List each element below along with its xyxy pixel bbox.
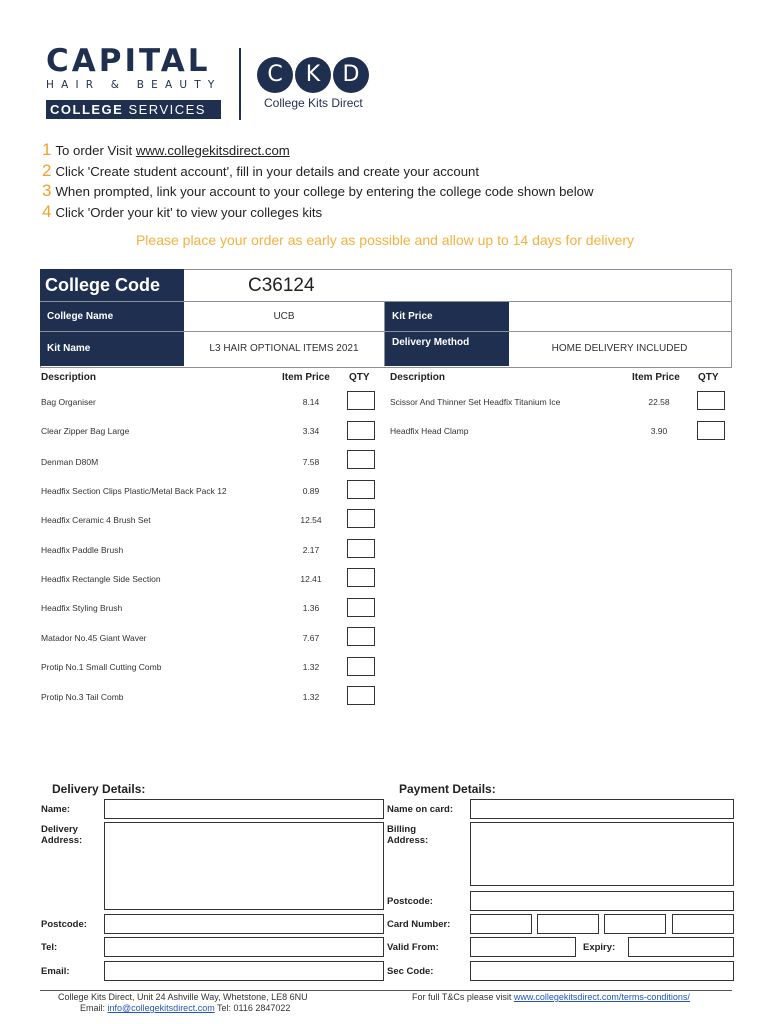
qty-input[interactable] bbox=[347, 686, 375, 705]
item-price: 7.58 bbox=[302, 457, 320, 467]
item-price: 7.67 bbox=[302, 633, 320, 643]
name-on-card-input[interactable] bbox=[470, 799, 734, 819]
item-description: Protip No.1 Small Cutting Comb bbox=[41, 662, 162, 672]
sec-code-input[interactable] bbox=[470, 961, 734, 981]
item-description: Matador No.45 Giant Waver bbox=[41, 633, 147, 643]
services-word: SERVICES bbox=[128, 102, 206, 117]
capital-logo bbox=[46, 43, 226, 119]
footer-terms: For full T&Cs please visit www.collegekitsdirect.com/terms-conditions/ bbox=[412, 992, 690, 1002]
item-description: Denman D80M bbox=[41, 457, 99, 467]
item-price: 1.32 bbox=[302, 692, 320, 702]
delivery-details-title: Delivery Details: bbox=[52, 782, 146, 796]
delivery-address-label: Delivery Address: bbox=[41, 824, 83, 846]
footer-email-link[interactable]: info@collegekitsdirect.com bbox=[107, 1003, 215, 1013]
item-price: 3.34 bbox=[302, 426, 320, 436]
item-description: Headfix Head Clamp bbox=[390, 426, 469, 436]
ckd-letter-k: K bbox=[295, 57, 331, 93]
ckd-letter-d: D bbox=[333, 57, 369, 93]
item-description: Scissor And Thinner Set Headfix Titanium Ice bbox=[390, 397, 561, 407]
item-description: Headfix Ceramic 4 Brush Set bbox=[41, 515, 151, 525]
step-2: 2 Click 'Create student account', fill in your details and create your account bbox=[42, 160, 480, 180]
tel-input[interactable] bbox=[104, 937, 384, 957]
valid-from-input[interactable] bbox=[470, 937, 576, 957]
college-code-label: College Code bbox=[40, 269, 184, 301]
footer-divider bbox=[40, 990, 732, 991]
qty-input[interactable] bbox=[347, 598, 375, 617]
step-1: 1 To order Visit www.collegekitsdirect.com bbox=[42, 140, 290, 159]
item-description: Clear Zipper Bag Large bbox=[41, 426, 130, 436]
ckd-letter-c: C bbox=[257, 57, 293, 93]
footer-address: College Kits Direct, Unit 24 Ashville Way, Whetstone, LE8 6NU bbox=[58, 992, 308, 1002]
item-description: Protip No.3 Tail Comb bbox=[41, 692, 124, 702]
name-on-card-label: Name on card: bbox=[387, 804, 453, 815]
kit-price-value bbox=[509, 302, 730, 332]
item-description: Headfix Rectangle Side Section bbox=[41, 574, 161, 584]
col-price-right: Item Price bbox=[632, 372, 680, 383]
item-price: 22.58 bbox=[648, 397, 670, 407]
qty-input[interactable] bbox=[347, 627, 375, 646]
item-price: 12.54 bbox=[300, 515, 322, 525]
item-price: 1.32 bbox=[302, 662, 320, 672]
item-price: 12.41 bbox=[300, 574, 322, 584]
billing-postcode-label: Postcode: bbox=[387, 896, 433, 907]
terms-link[interactable]: www.collegekitsdirect.com/terms-conditions/ bbox=[513, 992, 690, 1002]
card-number-input-4[interactable] bbox=[672, 914, 734, 934]
step-4: 4 Click 'Order your kit' to view your colleges kits bbox=[42, 201, 323, 221]
qty-input[interactable] bbox=[347, 480, 375, 499]
col-qty-right: QTY bbox=[698, 372, 719, 383]
delivery-notice: Please place your order as early as possible and allow up to 14 days for delivery bbox=[135, 232, 635, 248]
order-steps bbox=[42, 140, 594, 222]
name-label: Name: bbox=[41, 804, 71, 815]
expiry-label: Expiry: bbox=[583, 942, 616, 953]
qty-input[interactable] bbox=[347, 657, 375, 676]
col-description-right: Description bbox=[390, 372, 446, 383]
kit-price-label: Kit Price bbox=[385, 302, 509, 332]
kit-name-label: Kit Name bbox=[40, 332, 184, 366]
qty-input[interactable] bbox=[347, 450, 375, 469]
card-number-input-3[interactable] bbox=[604, 914, 666, 934]
ckd-subtitle: College Kits Direct bbox=[264, 96, 363, 110]
qty-input[interactable] bbox=[697, 391, 725, 410]
capital-wordmark: CAPITAL bbox=[46, 43, 211, 79]
item-price: 1.36 bbox=[302, 603, 320, 613]
item-price: 0.89 bbox=[302, 486, 320, 496]
billing-address-input[interactable] bbox=[470, 822, 734, 886]
footer-contact: Email: info@collegekitsdirect.com Tel: 0116 2847022 bbox=[80, 1003, 291, 1013]
expiry-input[interactable] bbox=[628, 937, 734, 957]
card-number-label: Card Number: bbox=[387, 919, 451, 930]
card-number-input-2[interactable] bbox=[537, 914, 599, 934]
qty-input[interactable] bbox=[697, 421, 725, 440]
qty-input[interactable] bbox=[347, 391, 375, 410]
delivery-address-input[interactable] bbox=[104, 822, 384, 910]
col-price-left: Item Price bbox=[282, 372, 330, 383]
name-input[interactable] bbox=[104, 799, 384, 819]
item-description: Headfix Section Clips Plastic/Metal Back Pack 12 bbox=[41, 486, 227, 496]
logo-divider bbox=[239, 48, 241, 120]
delivery-method-label: Delivery Method bbox=[385, 332, 509, 366]
item-description: Headfix Styling Brush bbox=[41, 603, 123, 613]
college-name-value: UCB bbox=[184, 302, 385, 332]
valid-from-label: Valid From: bbox=[387, 942, 439, 953]
college-word: COLLEGE bbox=[50, 102, 124, 117]
item-description: Headfix Paddle Brush bbox=[41, 545, 124, 555]
postcode-input[interactable] bbox=[104, 914, 384, 934]
email-input[interactable] bbox=[104, 961, 384, 981]
sec-code-label: Sec Code: bbox=[387, 966, 434, 977]
col-description-left: Description bbox=[41, 372, 97, 383]
ckd-logo bbox=[257, 57, 369, 93]
college-name-label: College Name bbox=[40, 302, 184, 332]
college-code-value: C36124 bbox=[248, 275, 315, 296]
payment-details-title: Payment Details: bbox=[399, 782, 496, 796]
col-qty-left: QTY bbox=[349, 372, 370, 383]
card-number-input-1[interactable] bbox=[470, 914, 532, 934]
qty-input[interactable] bbox=[347, 421, 375, 440]
hair-beauty-wordmark: HAIR & BEAUTY bbox=[46, 79, 222, 91]
college-services-bar bbox=[46, 100, 221, 119]
qty-input[interactable] bbox=[347, 568, 375, 587]
item-price: 3.90 bbox=[650, 426, 668, 436]
step-3: 3 When prompted, link your account to your college by entering the college code shown below bbox=[42, 181, 594, 200]
tel-label: Tel: bbox=[41, 942, 58, 953]
qty-input[interactable] bbox=[347, 539, 375, 558]
item-price: 2.17 bbox=[302, 545, 320, 555]
billing-postcode-input[interactable] bbox=[470, 891, 734, 911]
email-label: Email: bbox=[41, 966, 70, 977]
billing-address-label: Billing Address: bbox=[387, 824, 429, 846]
delivery-method-value: HOME DELIVERY INCLUDED bbox=[551, 343, 688, 354]
kit-name-value: L3 HAIR OPTIONAL ITEMS 2021 bbox=[184, 332, 385, 366]
item-price: 8.14 bbox=[302, 397, 320, 407]
item-description: Bag Organiser bbox=[41, 397, 96, 407]
website-link[interactable]: www.collegekitsdirect.com bbox=[135, 143, 290, 158]
postcode-label: Postcode: bbox=[41, 919, 87, 930]
qty-input[interactable] bbox=[347, 509, 375, 528]
